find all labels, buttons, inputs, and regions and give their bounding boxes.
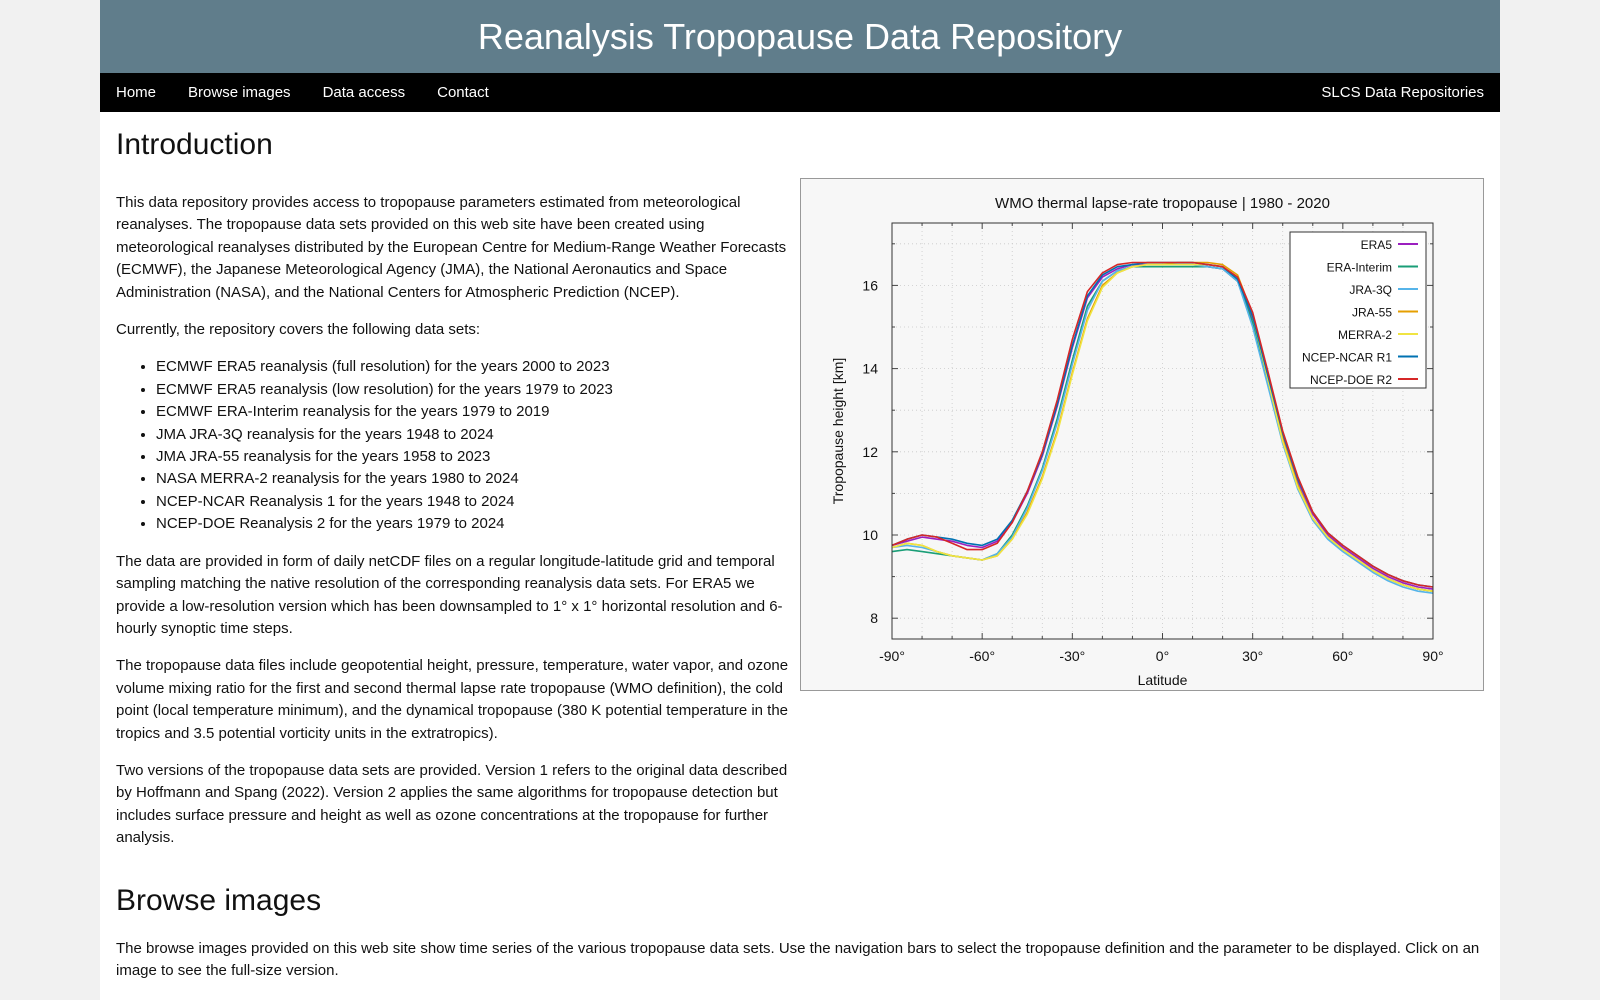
intro-paragraph-5: Two versions of the tropopause data sets are provided. Version 1 refers to the original data described by Hoffmann and Spang (2022). Version 2 applies the same algorithms for tropopause detection but includes surface pressure and height as well as ozone concentrations at the tropopause for further analysis. xyxy=(116,761,788,847)
x-tick-label: -60° xyxy=(969,648,996,664)
legend-label: NCEP-NCAR R1 xyxy=(1301,350,1392,365)
browse-paragraph: The browse images provided on this web site show time series of the various tropopause data sets. Use the navigation bars to select the tropopause definition and the parameter to be displayed. Click on an image to see the full-size version. xyxy=(116,940,1480,980)
y-tick-label: 8 xyxy=(870,610,878,627)
legend-label: ERA-Interim xyxy=(1326,260,1392,275)
y-tick-label: 16 xyxy=(862,277,878,294)
dataset-list xyxy=(116,356,791,535)
list-item: • NCEP-NCAR Reanalysis 1 for the years 1948 to 2024 xyxy=(156,491,791,513)
list-item: • NCEP-DOE Reanalysis 2 for the years 1979 to 2024 xyxy=(156,513,791,535)
intro-paragraph-1: This data repository provides access to tropopause parameters estimated from meteorological reanalyses. The tropopause data sets provided on this web site have been created using meteorological reanalyses distributed by the European Centre for Medium-Range Weather Forecasts (ECMWF), the Japanese Meteorological Agency (JMA), the National Aeronautics and Space Administration (NASA), and the National Centers for Atmospheric Prediction (NCEP). xyxy=(116,194,787,301)
list-item: • JMA JRA-55 reanalysis for the years 1958 to 2023 xyxy=(156,446,791,468)
x-tick-label: -90° xyxy=(879,648,905,664)
y-tick-label: 10 xyxy=(862,527,878,543)
intro-paragraph-2: Currently, the repository covers the following data sets: xyxy=(116,321,481,339)
site-title: Reanalysis Tropopause Data Repository xyxy=(100,0,1500,73)
intro-text-column xyxy=(116,192,791,865)
page-container xyxy=(100,0,1500,1000)
y-axis-label: Tropopause height [km] xyxy=(830,357,846,505)
y-tick-label: 12 xyxy=(862,443,878,460)
list-item: • ECMWF ERA5 reanalysis (low resolution) for the years 1979 to 2023 xyxy=(156,379,791,401)
nav-slcs-repositories[interactable]: SLCS Data Repositories xyxy=(1321,84,1484,101)
tropopause-figure[interactable] xyxy=(800,178,1484,691)
x-tick-label: 60° xyxy=(1332,648,1354,664)
x-axis-label: Latitude xyxy=(1137,672,1188,688)
x-tick-label: 90° xyxy=(1422,648,1444,664)
y-tick-label: 14 xyxy=(862,360,878,377)
intro-paragraph-3: The data are provided in form of daily netCDF files on a regular longitude-latitude grid and temporal sampling matching the native resolution of the corresponding reanalysis data sets. For ERA5 we provide a low-resolution version which has been downsampled to 1° x 1° horizontal resolution and 6-hourly synoptic time steps. xyxy=(116,552,783,637)
nav-contact[interactable]: Contact xyxy=(437,84,489,101)
nav-browse-images[interactable]: Browse images xyxy=(188,84,291,101)
nav-data-access[interactable]: Data access xyxy=(322,84,406,101)
list-item: • NASA MERRA-2 reanalysis for the years 1980 to 2024 xyxy=(156,468,791,490)
legend-label: JRA-3Q xyxy=(1349,283,1392,297)
legend-label: ERA5 xyxy=(1360,238,1392,252)
list-item: • ECMWF ERA-Interim reanalysis for the years 1979 to 2019 xyxy=(156,401,791,423)
tropopause-chart xyxy=(801,179,1483,690)
list-item: • JMA JRA-3Q reanalysis for the years 1948 to 2024 xyxy=(156,424,791,446)
legend-label: JRA-55 xyxy=(1351,305,1392,320)
legend-label: MERRA-2 xyxy=(1337,328,1392,342)
x-tick-label: 30° xyxy=(1242,648,1264,664)
legend-label: NCEP-DOE R2 xyxy=(1309,373,1392,387)
nav-home[interactable]: Home xyxy=(116,84,157,101)
x-tick-label: 0° xyxy=(1155,648,1170,664)
list-item: • ECMWF ERA5 reanalysis (full resolution) for the years 2000 to 2023 xyxy=(156,356,791,378)
browse-heading: Browse images xyxy=(116,884,322,917)
chart-title: WMO thermal lapse-rate tropopause | 1980 - 2020 xyxy=(995,195,1330,212)
intro-heading: Introduction xyxy=(116,128,273,161)
x-tick-label: -30° xyxy=(1059,648,1086,664)
nav-bar xyxy=(100,73,1500,112)
intro-paragraph-4: The tropopause data files include geopotential height, pressure, temperature, water vapor, and ozone volume mixing ratio for the first and second thermal lapse rate tropopause (WMO definition), the cold point (local temperature minimum), and the dynamical tropopause (380 K potential temperature in the tropics and 3.5 potential vorticity units in the extratropics). xyxy=(116,657,789,742)
